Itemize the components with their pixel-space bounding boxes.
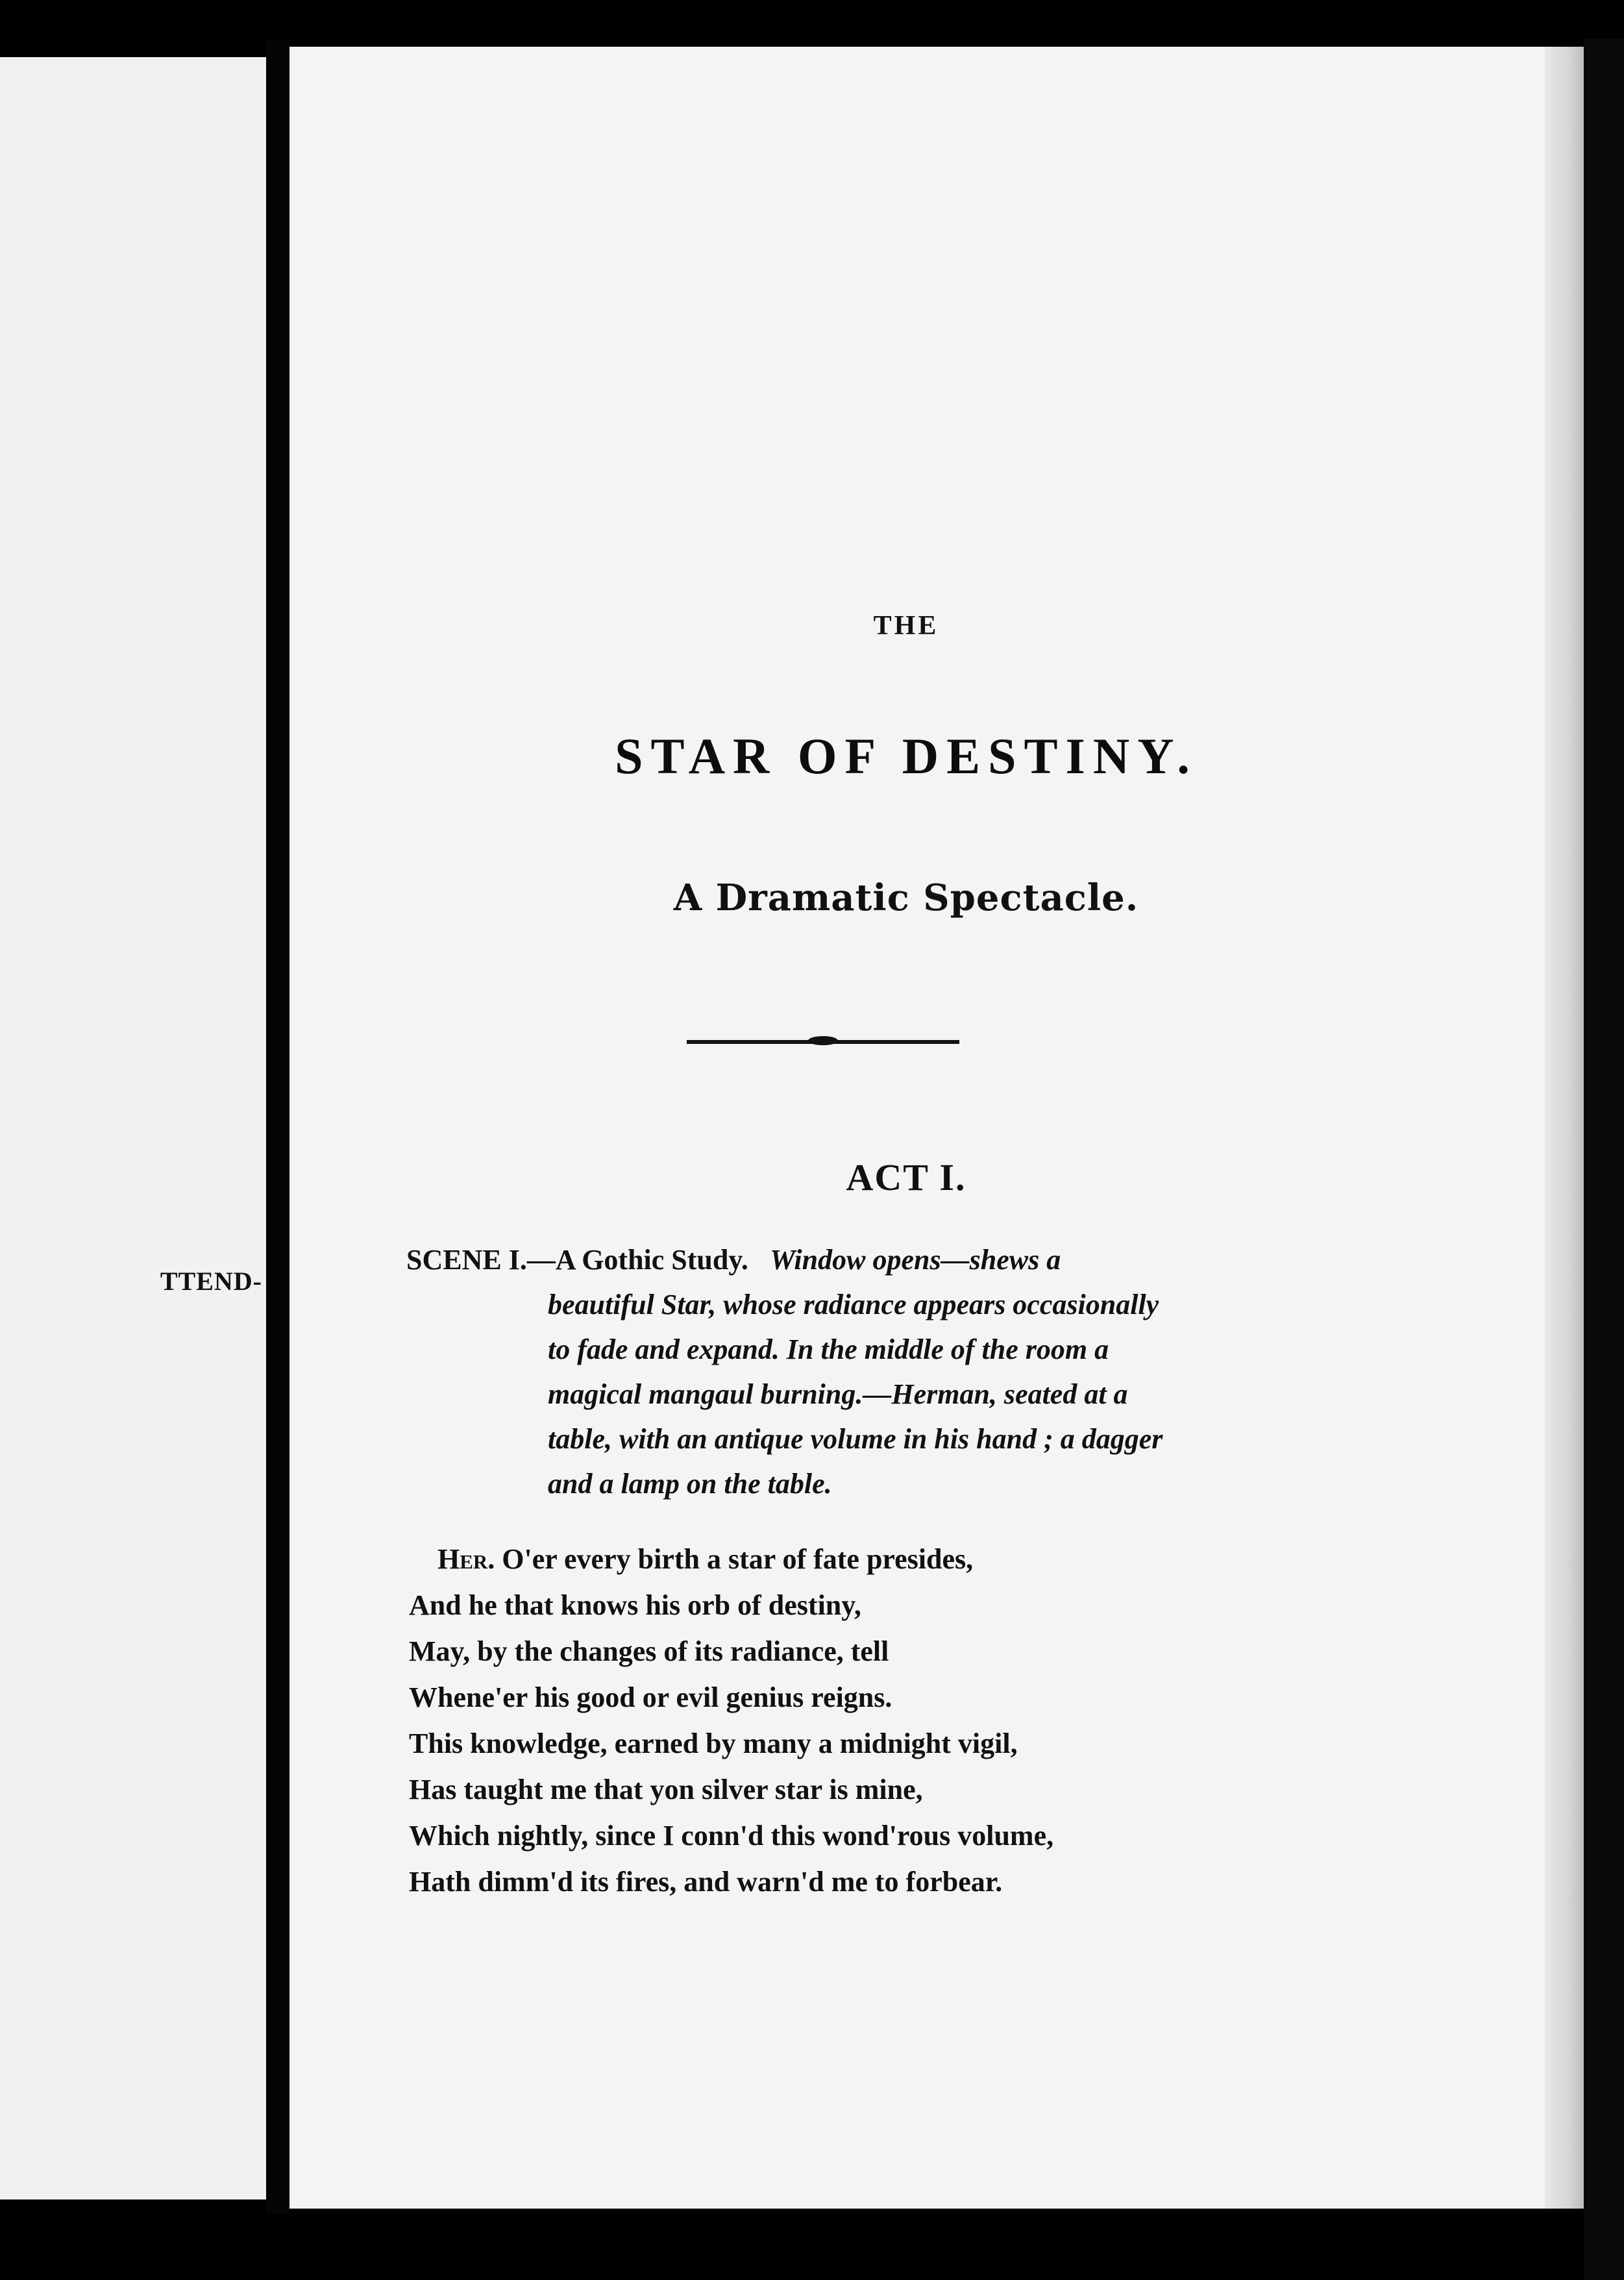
verse-line: And he that knows his orb of destiny, [409,1589,861,1621]
scene-direction [406,1237,1276,1506]
verse-line: Has taught me that yon silver star is mine, [409,1774,923,1805]
left-page [0,57,266,2199]
ornamental-rule-center [808,1036,838,1045]
page-title: STAR OF DESTINY. [615,728,1198,784]
page-edge [1545,47,1584,2209]
title-article: THE [873,611,939,641]
verse-line: This knowledge, earned by many a midnight vigil, [409,1728,1018,1759]
scene-line: table, with an antique volume in his hand ; a dagger [548,1423,1163,1455]
verse-block [409,1536,1318,1905]
scene-description-start: Window opens—shews a [769,1244,1061,1276]
verse-line [409,1536,1318,1582]
scene-line: and a lamp on the table. [548,1468,832,1500]
verse-line: May, by the changes of its radiance, tell [409,1635,889,1667]
scene-line: magical mangaul burning.—Herman, seated at a [548,1378,1128,1410]
left-page-fragment: TTEND- [160,1267,262,1296]
scan-margin [1584,39,1624,2280]
scene-line: beautiful Star, whose radiance appears occasionally [548,1289,1159,1320]
verse-line: Hath dimm'd its fires, and warn'd me to forbear. [409,1866,1003,1898]
verse-line-text: O'er every birth a star of fate presides, [502,1543,974,1575]
book-gutter [266,39,289,2214]
scene-heading: SCENE I.—A Gothic Study. [406,1244,748,1276]
act-heading: ACT I. [846,1156,966,1198]
subtitle: A Dramatic Spectacle. [673,876,1139,919]
verse-line: Which nightly, since I conn'd this wond'rous volume, [409,1820,1054,1852]
speaker-name: Her. [437,1543,495,1575]
scene-line: to fade and expand. In the middle of the room a [548,1333,1109,1365]
verse-line: Whene'er his good or evil genius reigns. [409,1681,892,1713]
